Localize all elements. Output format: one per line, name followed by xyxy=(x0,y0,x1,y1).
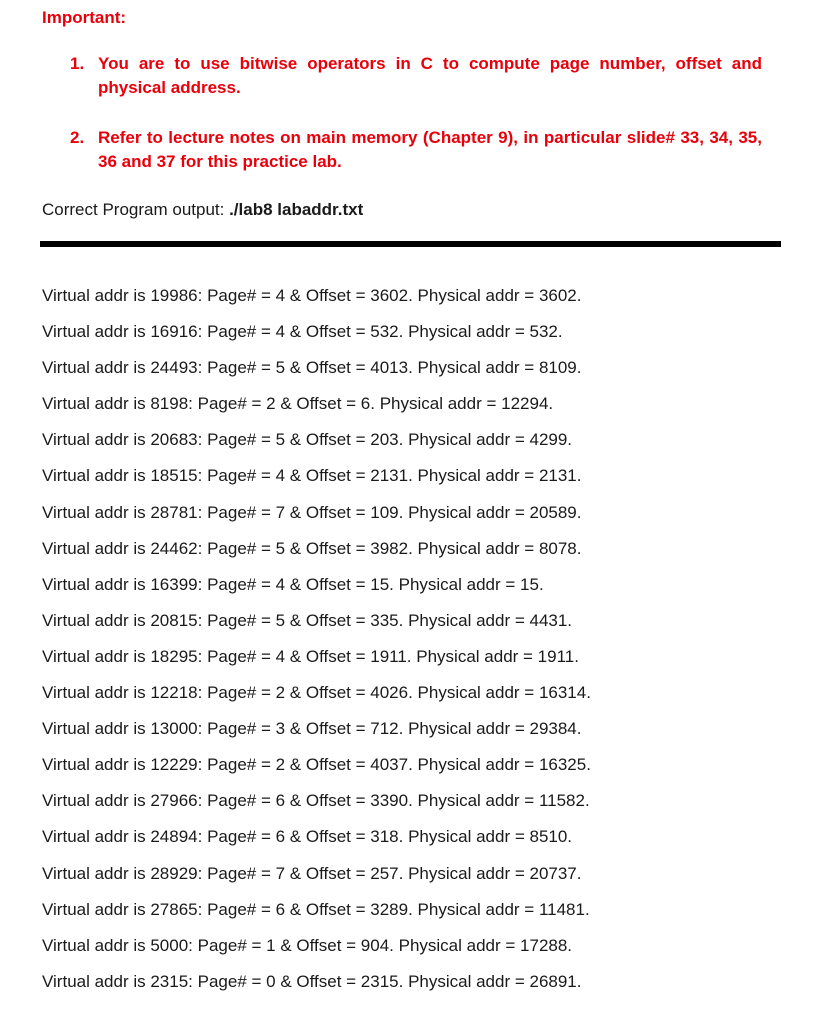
important-notes-list xyxy=(70,52,762,200)
note-item xyxy=(70,52,762,100)
output-line: Virtual addr is 28781: Page# = 7 & Offset = 109. Physical addr = 20589. xyxy=(42,502,582,522)
output-line: Virtual addr is 12229: Page# = 2 & Offset = 4037. Physical addr = 16325. xyxy=(42,755,591,775)
output-line: Virtual addr is 16916: Page# = 4 & Offset = 532. Physical addr = 532. xyxy=(42,322,563,342)
output-line: Virtual addr is 16399: Page# = 4 & Offset = 15. Physical addr = 15. xyxy=(42,574,544,594)
output-line: Virtual addr is 12218: Page# = 2 & Offset = 4026. Physical addr = 16314. xyxy=(42,683,591,703)
output-line: Virtual addr is 20815: Page# = 5 & Offset = 335. Physical addr = 4431. xyxy=(42,610,573,630)
important-heading: Important: xyxy=(42,8,127,27)
output-line: Virtual addr is 13000: Page# = 3 & Offset = 712. Physical addr = 29384. xyxy=(42,719,582,739)
note-text: You are to use bitwise operators in C to compute page number, offset and physical address. xyxy=(98,54,762,97)
output-line: Virtual addr is 24462: Page# = 5 & Offset = 3982. Physical addr = 8078. xyxy=(42,538,582,558)
output-line: Virtual addr is 28929: Page# = 7 & Offset = 257. Physical addr = 20737. xyxy=(42,863,582,883)
output-line: Virtual addr is 5000: Page# = 1 & Offset = 904. Physical addr = 17288. xyxy=(42,935,573,955)
output-line: Virtual addr is 19986: Page# = 4 & Offset = 3602. Physical addr = 3602. xyxy=(42,286,582,305)
output-line: Virtual addr is 24894: Page# = 6 & Offset = 318. Physical addr = 8510. xyxy=(42,827,573,847)
output-line: Virtual addr is 18295: Page# = 4 & Offset = 1911. Physical addr = 1911. xyxy=(42,646,579,666)
output-line: Virtual addr is 24493: Page# = 5 & Offset = 4013. Physical addr = 8109. xyxy=(42,358,582,378)
output-line: Virtual addr is 2315: Page# = 0 & Offset = 2315. Physical addr = 26891. xyxy=(42,971,582,991)
output-line: Virtual addr is 8198: Page# = 2 & Offset = 6. Physical addr = 12294. xyxy=(42,394,554,414)
note-number: 1. xyxy=(70,54,85,73)
note-text: Refer to lecture notes on main memory (Chapter 9), in particular slide# 33, 34, 35, 36 and 37 for this practice lab. xyxy=(98,128,762,171)
output-label-text: Correct Program output: xyxy=(42,200,230,219)
horizontal-rule xyxy=(40,241,781,247)
output-line: Virtual addr is 18515: Page# = 4 & Offset = 2131. Physical addr = 2131. xyxy=(42,466,582,486)
output-line: Virtual addr is 27865: Page# = 6 & Offset = 3289. Physical addr = 11481. xyxy=(42,899,590,919)
output-line: Virtual addr is 20683: Page# = 5 & Offset = 203. Physical addr = 4299. xyxy=(42,430,573,450)
note-number: 2. xyxy=(70,128,85,147)
program-output-label xyxy=(42,200,363,220)
run-command: ./lab8 labaddr.txt xyxy=(229,200,364,219)
note-item xyxy=(70,126,762,174)
output-line: Virtual addr is 27966: Page# = 6 & Offset = 3390. Physical addr = 11582. xyxy=(42,791,590,811)
output-lines xyxy=(42,284,591,1006)
